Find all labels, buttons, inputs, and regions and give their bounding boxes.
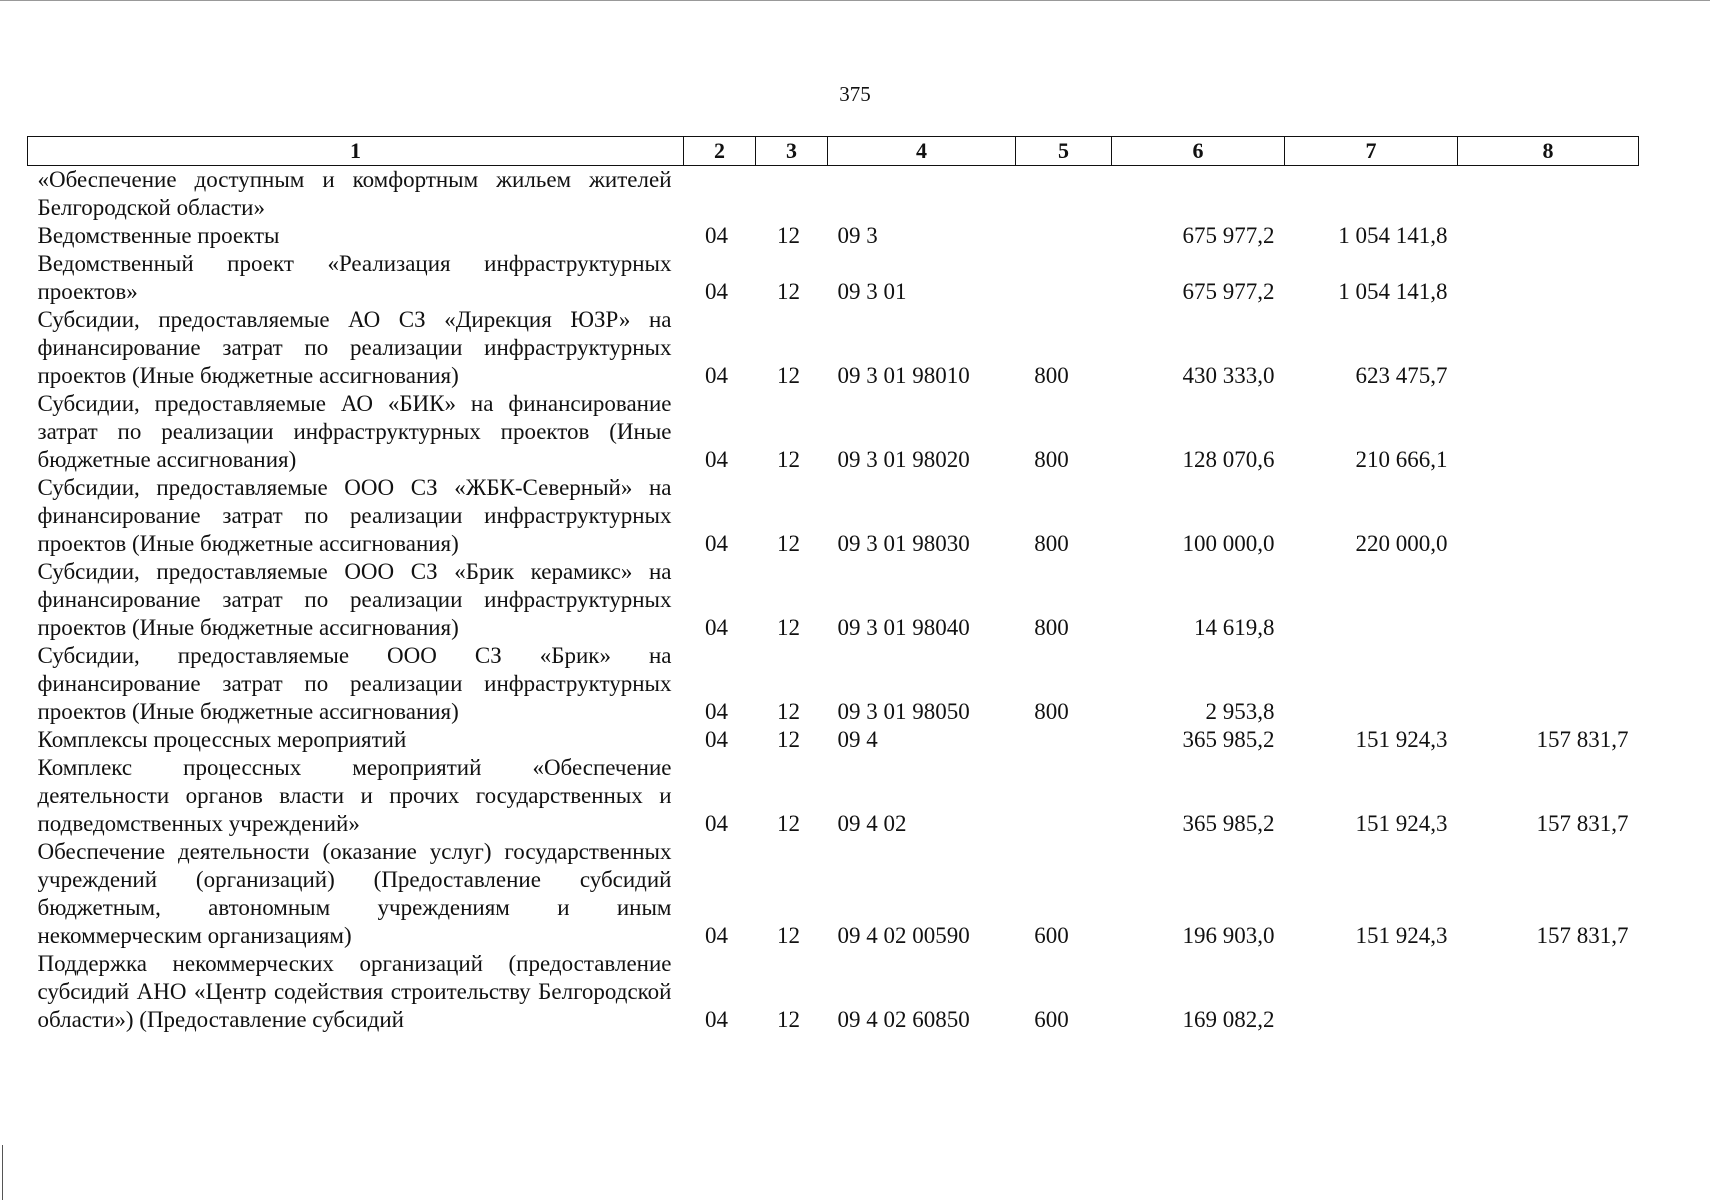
table-row bbox=[28, 950, 1639, 1034]
row-description: Обеспечение деятельности (оказание услуг) государственных учреждений (организаций) (Предоставление субсидий бюджетным, автономным учреждениям и иным некоммерческим организациям) bbox=[37, 839, 672, 948]
row-section: 04 bbox=[705, 699, 728, 724]
row-amount-col6: 365 985,2 bbox=[1182, 811, 1275, 836]
row-expense-type bbox=[1016, 726, 1112, 754]
table-row bbox=[28, 474, 1639, 558]
row-amount-col8 bbox=[1458, 390, 1639, 474]
row-amount-col6: 128 070,6 bbox=[1182, 447, 1275, 472]
row-target-article: 09 3 bbox=[837, 223, 878, 248]
row-description: Поддержка некоммерческих организаций (предоставление субсидий АНО «Центр содействия строительству Белгородской области») (Предоставление субсидий bbox=[37, 951, 672, 1032]
row-target-article: 09 3 01 98040 bbox=[837, 615, 970, 640]
row-description: Субсидии, предоставляемые ООО СЗ «ЖБК-Северный» на финансирование затрат по реализации инфраструктурных проектов (Иные бюджетные ассигнования) bbox=[37, 475, 672, 556]
row-amount-col6 bbox=[1112, 166, 1285, 223]
column-header-1: 1 bbox=[28, 137, 684, 166]
table-header-row bbox=[28, 137, 1639, 166]
row-amount-col6: 365 985,2 bbox=[1182, 727, 1275, 752]
row-expense-type: 800 bbox=[1034, 699, 1069, 724]
row-description: Субсидии, предоставляемые АО «БИК» на финансирование затрат по реализации инфраструктурных проектов (Иные бюджетные ассигнования) bbox=[37, 391, 672, 472]
row-target-article: 09 3 01 bbox=[837, 279, 907, 304]
row-amount-col8 bbox=[1458, 558, 1639, 642]
row-description: Субсидии, предоставляемые АО СЗ «Дирекция ЮЗР» на финансирование затрат по реализации инфраструктурных проектов (Иные бюджетные ассигнования) bbox=[37, 307, 672, 388]
row-amount-col6: 430 333,0 bbox=[1182, 363, 1275, 388]
row-subsection: 12 bbox=[777, 727, 800, 752]
row-description: Ведомственные проекты bbox=[37, 223, 280, 248]
row-amount-col6: 196 903,0 bbox=[1182, 923, 1275, 948]
row-description: Субсидии, предоставляемые ООО СЗ «Брик» на финансирование затрат по реализации инфраструктурных проектов (Иные бюджетные ассигнования) bbox=[37, 643, 672, 724]
row-amount-col6: 2 953,8 bbox=[1205, 699, 1275, 724]
row-subsection: 12 bbox=[777, 363, 800, 388]
row-target-article: 09 3 01 98050 bbox=[837, 699, 970, 724]
column-header-5: 5 bbox=[1016, 137, 1112, 166]
row-target-article: 09 4 02 bbox=[837, 811, 907, 836]
row-expense-type: 600 bbox=[1034, 1007, 1069, 1032]
row-amount-col6: 675 977,2 bbox=[1182, 223, 1275, 248]
row-description: Субсидии, предоставляемые ООО СЗ «Брик керамикс» на финансирование затрат по реализации инфраструктурных проектов (Иные бюджетные ассигнования) bbox=[37, 559, 672, 640]
row-amount-col8 bbox=[1458, 250, 1639, 306]
row-description: Комплексы процессных мероприятий bbox=[37, 727, 407, 752]
table-row bbox=[28, 306, 1639, 390]
row-amount-col7 bbox=[1285, 558, 1458, 642]
budget-table bbox=[27, 136, 1639, 1034]
row-amount-col7: 220 000,0 bbox=[1355, 531, 1448, 556]
row-expense-type bbox=[1016, 250, 1112, 306]
row-section: 04 bbox=[705, 811, 728, 836]
column-header-2: 2 bbox=[684, 137, 756, 166]
row-section: 04 bbox=[705, 223, 728, 248]
table-row bbox=[28, 726, 1639, 754]
row-amount-col8 bbox=[1458, 306, 1639, 390]
column-header-6: 6 bbox=[1112, 137, 1285, 166]
row-amount-col7: 1 054 141,8 bbox=[1338, 223, 1448, 248]
row-section: 04 bbox=[705, 1007, 728, 1032]
row-expense-type: 600 bbox=[1034, 923, 1069, 948]
row-amount-col6: 169 082,2 bbox=[1182, 1007, 1275, 1032]
row-amount-col6: 14 619,8 bbox=[1194, 615, 1275, 640]
row-target-article: 09 3 01 98020 bbox=[837, 447, 970, 472]
row-section: 04 bbox=[705, 727, 728, 752]
row-target-article: 09 4 bbox=[837, 727, 878, 752]
column-header-8: 8 bbox=[1458, 137, 1639, 166]
row-amount-col8 bbox=[1458, 474, 1639, 558]
row-amount-col7 bbox=[1285, 166, 1458, 223]
row-expense-type: 800 bbox=[1034, 447, 1069, 472]
column-header-4: 4 bbox=[828, 137, 1016, 166]
row-amount-col8 bbox=[1458, 950, 1639, 1034]
table-row bbox=[28, 754, 1639, 838]
row-section: 04 bbox=[705, 447, 728, 472]
table-body bbox=[28, 166, 1639, 1035]
row-amount-col8 bbox=[1458, 642, 1639, 726]
row-amount-col6: 675 977,2 bbox=[1182, 279, 1275, 304]
row-subsection: 12 bbox=[777, 615, 800, 640]
row-section: 04 bbox=[705, 531, 728, 556]
table-row bbox=[28, 838, 1639, 950]
row-expense-type bbox=[1016, 166, 1112, 223]
table-row bbox=[28, 390, 1639, 474]
row-amount-col7: 210 666,1 bbox=[1355, 447, 1448, 472]
row-target-article: 09 3 01 98030 bbox=[837, 531, 970, 556]
row-amount-col7: 151 924,3 bbox=[1355, 811, 1448, 836]
column-header-3: 3 bbox=[756, 137, 828, 166]
row-amount-col7: 623 475,7 bbox=[1355, 363, 1448, 388]
table-row bbox=[28, 166, 1639, 223]
row-amount-col8: 157 831,7 bbox=[1536, 727, 1629, 752]
row-subsection: 12 bbox=[777, 923, 800, 948]
row-target-article: 09 4 02 00590 bbox=[837, 923, 970, 948]
row-expense-type bbox=[1016, 754, 1112, 838]
row-subsection: 12 bbox=[777, 811, 800, 836]
row-amount-col8: 157 831,7 bbox=[1536, 811, 1629, 836]
row-amount-col7: 1 054 141,8 bbox=[1338, 279, 1448, 304]
row-subsection: 12 bbox=[777, 223, 800, 248]
table-row bbox=[28, 250, 1639, 306]
scan-edge-left bbox=[2, 1145, 3, 1200]
row-expense-type: 800 bbox=[1034, 363, 1069, 388]
table-row bbox=[28, 222, 1639, 250]
row-target-article: 09 4 02 60850 bbox=[837, 1007, 970, 1032]
row-amount-col8: 157 831,7 bbox=[1536, 923, 1629, 948]
row-amount-col7 bbox=[1285, 642, 1458, 726]
row-subsection: 12 bbox=[777, 531, 800, 556]
row-expense-type bbox=[1016, 222, 1112, 250]
row-amount-col7: 151 924,3 bbox=[1355, 727, 1448, 752]
row-amount-col7: 151 924,3 bbox=[1355, 923, 1448, 948]
row-expense-type: 800 bbox=[1034, 531, 1069, 556]
row-description: Ведомственный проект «Реализация инфраструктурных проектов» bbox=[37, 251, 672, 304]
row-target-article: 09 3 01 98010 bbox=[837, 363, 970, 388]
row-subsection: 12 bbox=[777, 447, 800, 472]
row-subsection: 12 bbox=[777, 1007, 800, 1032]
row-section: 04 bbox=[705, 923, 728, 948]
row-subsection bbox=[756, 166, 828, 223]
column-header-7: 7 bbox=[1285, 137, 1458, 166]
row-subsection: 12 bbox=[777, 699, 800, 724]
table-row bbox=[28, 558, 1639, 642]
row-description: Комплекс процессных мероприятий «Обеспечение деятельности органов власти и прочих государственных и подведомственных учреждений» bbox=[37, 755, 672, 836]
row-section: 04 bbox=[705, 279, 728, 304]
row-expense-type: 800 bbox=[1034, 615, 1069, 640]
row-section: 04 bbox=[705, 615, 728, 640]
page-number: 375 bbox=[839, 82, 871, 106]
row-target-article bbox=[828, 166, 1016, 223]
row-section bbox=[684, 166, 756, 223]
row-amount-col8 bbox=[1458, 222, 1639, 250]
row-section: 04 bbox=[705, 363, 728, 388]
row-subsection: 12 bbox=[777, 279, 800, 304]
table-row bbox=[28, 642, 1639, 726]
row-amount-col6: 100 000,0 bbox=[1182, 531, 1275, 556]
row-amount-col7 bbox=[1285, 950, 1458, 1034]
row-amount-col8 bbox=[1458, 166, 1639, 223]
row-description: «Обеспечение доступным и комфортным жильем жителей Белгородской области» bbox=[37, 167, 672, 220]
scan-edge-top bbox=[0, 0, 1710, 1]
